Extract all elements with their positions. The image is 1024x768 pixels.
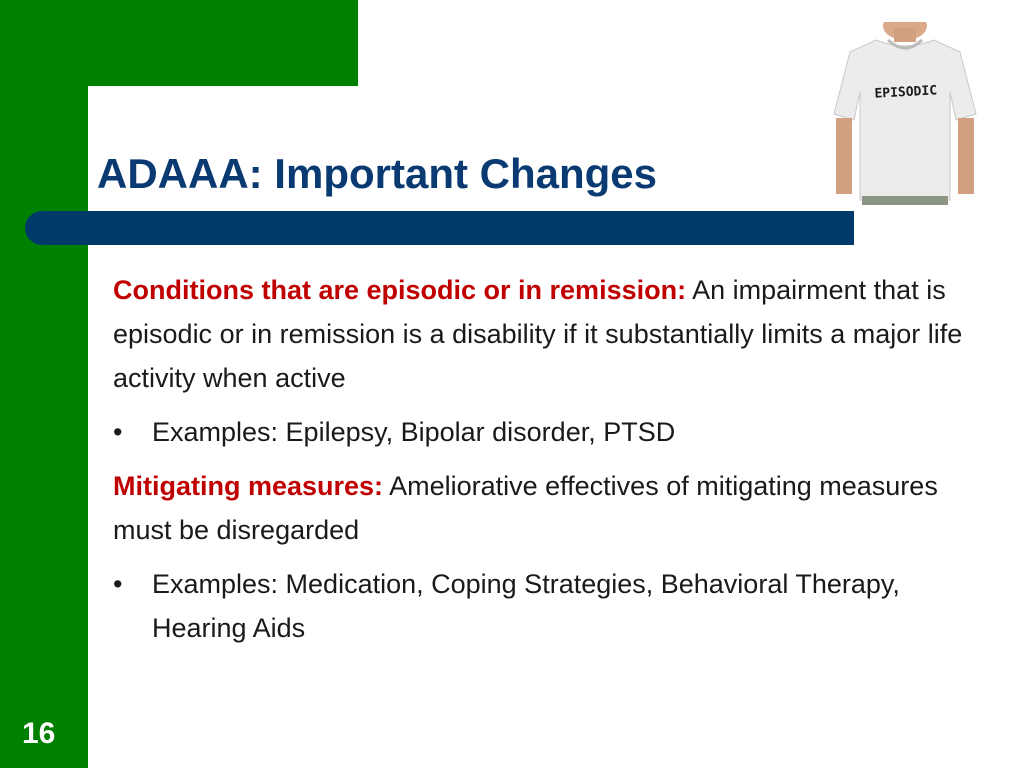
section-2-bullet-text: Examples: Medication, Coping Strategies, Behavioral Therapy, Hearing Aids [152,569,900,643]
shirt-text: EPISODIC [874,83,938,102]
bullet-dot-icon: • [113,569,123,599]
section-2-heading: Mitigating measures: [113,471,384,501]
green-top-band [0,0,358,86]
slide-content [113,268,993,650]
bullet-dot-icon: • [113,417,123,447]
section-1-bullet [113,410,993,454]
section-1-bullet-text: Examples: Epilepsy, Bipolar disorder, PTSD [152,417,676,447]
page-number: 16 [22,717,56,750]
section-2-bullet [113,562,993,650]
section-1-body: An impairment that is episodic or in remission is a disability if it substantially limits a major life activity when active [113,275,963,393]
green-left-band [0,0,88,768]
section-1-paragraph [113,268,993,400]
slide-title: ADAAA: Important Changes [97,150,658,197]
section-2-body: Ameliorative effectives of mitigating measures must be disregarded [113,471,938,545]
person-in-tshirt-photo [832,22,978,205]
title-underline-bar [25,211,854,245]
section-2-paragraph [113,464,993,552]
section-1-heading: Conditions that are episodic or in remission: [113,275,687,305]
